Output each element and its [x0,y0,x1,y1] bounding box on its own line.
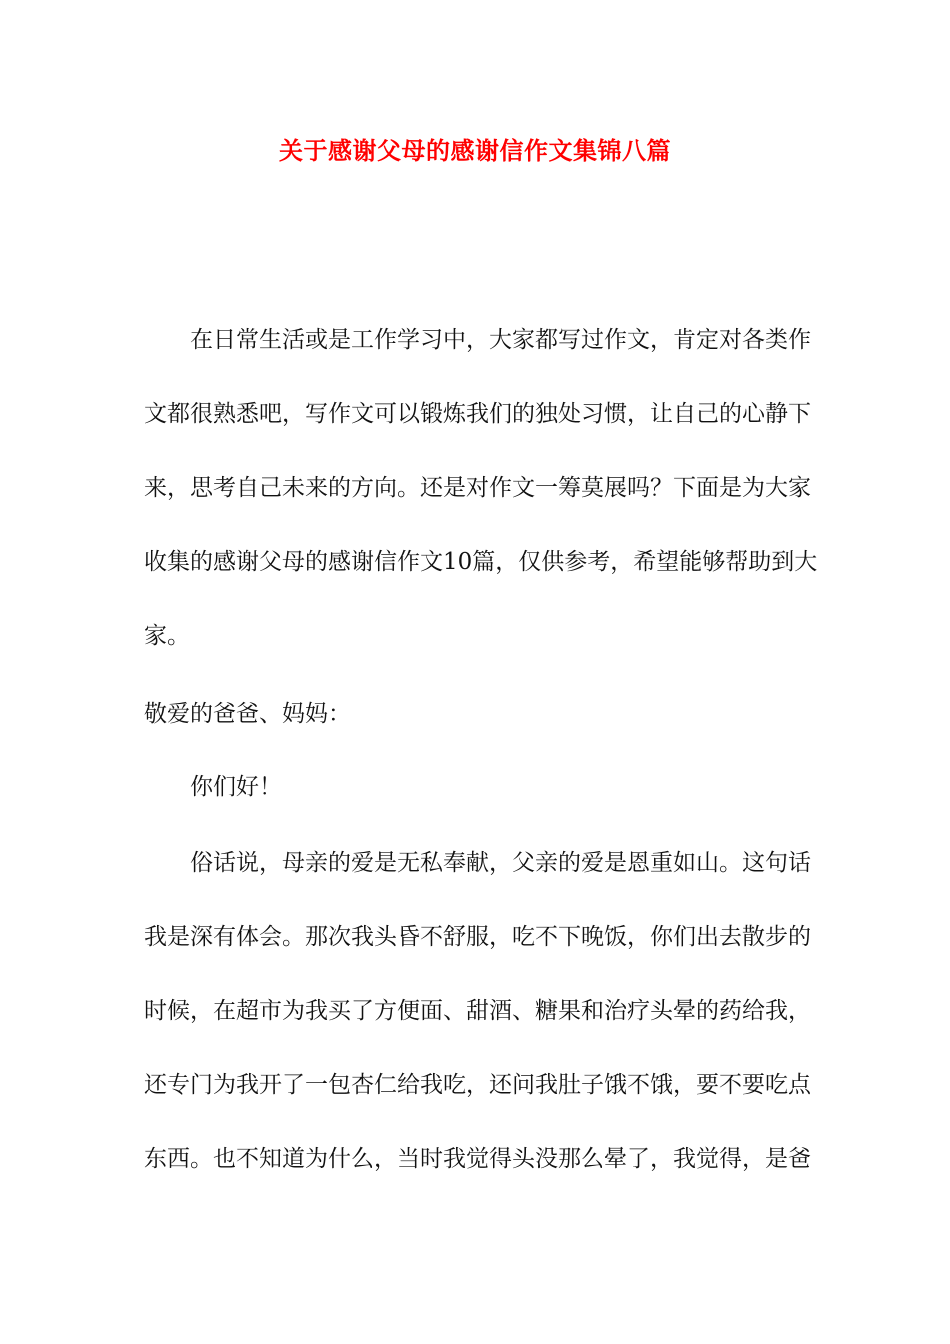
line-text: 家。 [144,623,190,649]
line-text: 文都很熟悉吧，写作文可以锻炼我们的独处习惯，让自己的心静下 [144,401,811,427]
line-text: 东西。也不知道为什么，当时我觉得头没那么晕了，我觉得，是爸 [144,1146,811,1172]
line-text: 时候，在超市为我买了方便面、甜酒、糖果和治疗头晕的药给我， [144,998,811,1024]
line-text: 还专门为我开了一包杏仁给我吃，还问我肚子饿不饿，要不要吃点 [144,1072,811,1098]
line-text: 敬爱的爸爸、妈妈： [144,701,351,727]
line-text: 来，思考自己未来的方向。还是对作文一筹莫展吗？下面是为大家 [144,475,811,501]
line-text: 我是深有体会。那次我头昏不舒服，吃不下晚饭，你们出去散步的 [144,924,811,950]
line-text: 你们好！ [190,774,282,800]
line-text: 俗话说，母亲的爱是无私奉献，父亲的爱是恩重如山。这句话 [190,850,811,876]
document-title: 关于感谢父母的感谢信作文集锦八篇 [279,136,671,165]
line-text: 收集的感谢父母的感谢信作文10篇，仅供参考，希望能够帮助到大 [144,549,818,575]
line-text: 在日常生活或是工作学习中，大家都写过作文，肯定对各类作 [190,327,811,353]
